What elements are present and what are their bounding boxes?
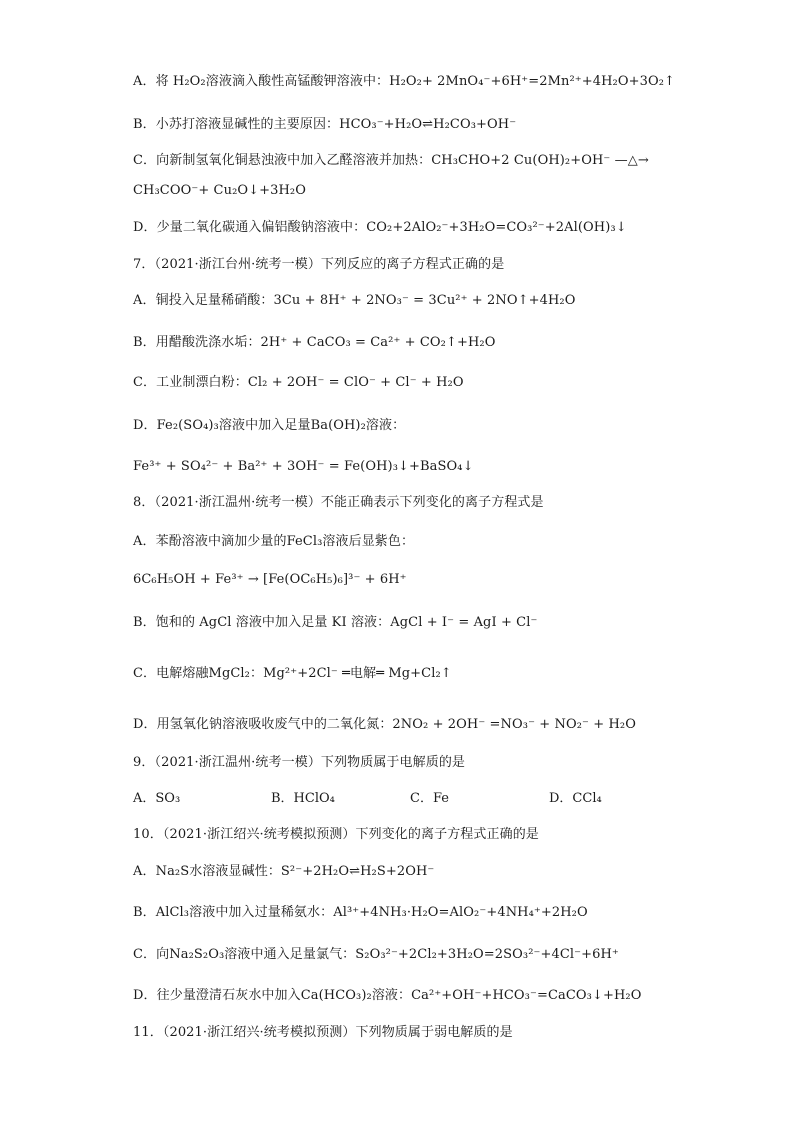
q6-option-c: C．向新制氢氧化铜悬浊液中加入乙醛溶液并加热：CH₃CHO+2 Cu(OH)₂+OH⁻ —△→: [133, 153, 649, 168]
q8-option-a-equation: 6C₆H₅OH + Fe³⁺ → [Fe(OC₆H₅)₆]³⁻ + 6H⁺: [133, 572, 407, 587]
q7-option-a: A．铜投入足量稀硝酸：3Cu + 8H⁺ + 2NO₃⁻ = 3Cu²⁺ + 2NO↑+4H₂O: [133, 293, 576, 308]
q8-option-d: D．用氢氧化钠溶液吸收废气中的二氧化氮：2NO₂ + 2OH⁻ =NO₃⁻ + NO₂⁻ + H₂O: [133, 717, 636, 732]
q10-option-d: D．往少量澄清石灰水中加入Ca(HCO₃)₂溶液：Ca²⁺+OH⁻+HCO₃⁻=CaCO₃↓+H₂O: [133, 988, 642, 1003]
question-7-stem: 7．（2021·浙江台州·统考一模）下列反应的离子方程式正确的是: [133, 257, 505, 272]
q6-option-b: B．小苏打溶液显碱性的主要原因：HCO₃⁻+H₂O⇌H₂CO₃+OH⁻: [133, 117, 517, 132]
q8-option-a: A．苯酚溶液中滴加少量的FeCl₃溶液后显紫色：: [133, 534, 415, 549]
q8-option-b: B．饱和的 AgCl 溶液中加入足量 KI 溶液：AgCl + I⁻ = AgI + Cl⁻: [133, 615, 538, 630]
question-11-stem: 11．（2021·浙江绍兴·统考模拟预测）下列物质属于弱电解质的是: [133, 1025, 513, 1040]
q7-option-b: B．用醋酸洗涤水垢：2H⁺ + CaCO₃ = Ca²⁺ + CO₂↑+H₂O: [133, 335, 496, 350]
q6-option-a: A．将 H₂O₂溶液滴入酸性高锰酸钾溶液中：H₂O₂+ 2MnO₄⁻+6H⁺=2Mn²⁺+4H₂O+3O₂↑: [133, 74, 676, 89]
question-8-stem: 8．（2021·浙江温州·统考一模）不能正确表示下列变化的离子方程式是: [133, 495, 544, 510]
q6-option-d: D．少量二氧化碳通入偏铝酸钠溶液中：CO₂+2AlO₂⁻+3H₂O=CO₃²⁻+2Al(OH)₃↓: [133, 220, 627, 235]
question-10-stem: 10．（2021·浙江绍兴·统考模拟预测）下列变化的离子方程式正确的是: [133, 827, 539, 842]
q7-option-d: D．Fe₂(SO₄)₃溶液中加入足量Ba(OH)₂溶液：: [133, 418, 406, 433]
q10-option-b: B．AlCl₃溶液中加入过量稀氨水：Al³⁺+4NH₃·H₂O=AlO₂⁻+4NH₄⁺+2H₂O: [133, 905, 588, 920]
q10-option-a: A．Na₂S水溶液显碱性：S²⁻+2H₂O⇌H₂S+2OH⁻: [133, 864, 435, 879]
q10-option-c: C．向Na₂S₂O₃溶液中通入足量氯气：S₂O₃²⁻+2Cl₂+3H₂O=2SO₃²⁻+4Cl⁻+6H⁺: [133, 947, 619, 962]
question-9-stem: 9．（2021·浙江温州·统考一模）下列物质属于电解质的是: [133, 755, 466, 770]
q8-option-c: C．电解熔融MgCl₂：Mg²⁺+2Cl⁻ ═电解═ Mg+Cl₂↑: [133, 666, 452, 681]
q7-option-d-equation: Fe³⁺ + SO₄²⁻ + Ba²⁺ + 3OH⁻ = Fe(OH)₃↓+BaSO₄↓: [133, 459, 474, 474]
q6-option-c-continued: CH₃COO⁻+ Cu₂O↓+3H₂O: [133, 183, 306, 198]
q9-option-b: B．HClO₄: [271, 791, 335, 806]
q7-option-c: C．工业制漂白粉：Cl₂ + 2OH⁻ = ClO⁻ + Cl⁻ + H₂O: [133, 375, 464, 390]
q9-option-c: C．Fe: [410, 791, 449, 806]
q9-option-d: D．CCl₄: [549, 791, 602, 806]
q9-option-a: A．SO₃: [133, 791, 181, 806]
